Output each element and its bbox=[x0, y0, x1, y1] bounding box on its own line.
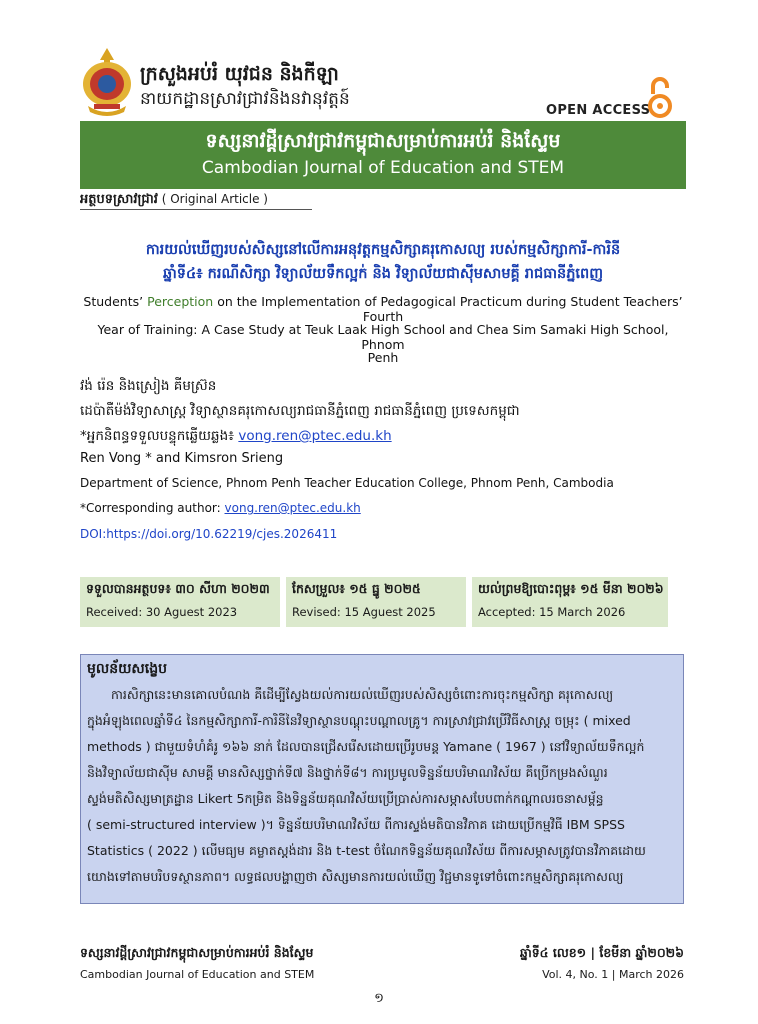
article-type bbox=[80, 191, 268, 210]
page-number: ១ bbox=[374, 991, 384, 1006]
abstract-line: ស្ទង់មតិសិស្សមាត្រដ្ឋាន Likert 5កម្រិត និងទិន្នន័យគុណវិស័យប្រើប្រាស់ការសម្ភាសបែបពាក់កណ្តាលរចនាសម្ព័ន្ធ bbox=[87, 791, 604, 806]
footer-volume-kh: ឆ្នាំទី៤ លេខ១ | ខែមីនា ឆ្នាំ២០២៦ bbox=[519, 945, 684, 960]
article-type-en: ( Original Article ) bbox=[161, 192, 268, 206]
footer-journal-en: Cambodian Journal of Education and STEM bbox=[80, 968, 315, 981]
accepted-cell bbox=[472, 577, 668, 627]
abstract-line: methods ) ជាមួយទំហំគំរូ ១៦៦ នាក់ ដែលបានជ្រើសរើសដោយប្រើរូបមន្ត Yamane ( 1967 ) នៅវិទ្យាល័យទឹកល្អក់ bbox=[87, 739, 645, 754]
ministry-name: ក្រសួងអប់រំ យុវជន និងកីឡា bbox=[140, 63, 339, 85]
abstract-line: ការសិក្សានេះមានគោលបំណង គឺដើម្បីស្វែងយល់ការយល់ឃើញរបស់សិស្សចំពោះការចុះកម្មសិក្សា គរុកោសល្យ bbox=[111, 687, 614, 702]
received-cell bbox=[80, 577, 280, 627]
journal-title-kh: ទស្សនាវដ្តីស្រាវជ្រាវកម្ពុជាសម្រាប់ការអប់រំ និងស្ទែម bbox=[205, 130, 561, 152]
department-name: នាយកដ្ឋានស្រាវជ្រាវនិងនវានុវត្តន៍ bbox=[140, 89, 350, 109]
title-en-line3: Penh bbox=[367, 350, 399, 365]
corresponding-kh-label: *អ្នកនិពន្ធទទួលបន្ទុកឆ្លើយឆ្លង៖ bbox=[80, 428, 235, 444]
corresponding-en-label: *Corresponding author: bbox=[80, 501, 221, 515]
corresponding-email-kh-link[interactable]: vong.ren@ptec.edu.kh bbox=[238, 428, 392, 444]
corresponding-kh bbox=[80, 427, 392, 447]
corresponding-en bbox=[80, 501, 361, 515]
open-access-label: OPEN ACCESS bbox=[546, 103, 651, 118]
affiliation-kh: ដេប៉ាតឺម៉ង់វិទ្យាសាស្ត្រ វិទ្យាស្ថានគរុកោសល្យរាជធានីភ្នំពេញ រាជធានីភ្នំពេញ ប្រទេសកម្ពុជា bbox=[80, 403, 520, 419]
accepted-en: Accepted: 15 March 2026 bbox=[478, 605, 626, 619]
revised-en: Revised: 15 Aguest 2025 bbox=[292, 605, 436, 619]
abstract-line: និងវិទ្យាល័យជាស៊ីម សាមគ្គី មានសិស្សថ្នាក់ទី៧ និងថ្នាក់ទី៨។ ការប្រមូលទិន្នន័យបរិមាណវិស័យ គឺប្រើកម្រងសំណួរ bbox=[87, 765, 608, 780]
dates-table bbox=[80, 577, 668, 627]
corresponding-email-en-link[interactable]: vong.ren@ptec.edu.kh bbox=[224, 501, 361, 515]
authors-kh: វង់ រ៉េន និងស្រៀង គីមស្រ៊ន bbox=[80, 378, 217, 394]
abstract-line: Statistics ( 2022 ) លើមធ្យម គម្លាតស្តង់ដារ និង t-test ចំណែកទិន្នន័យគុណវិស័យ ពីការសម្ភាសត្រូវបានវិភាគដោយ bbox=[87, 843, 646, 858]
journal-banner bbox=[80, 121, 686, 189]
article-type-divider bbox=[80, 209, 312, 210]
revised-kh: កែសម្រួល៖ ១៥ ធ្នូ ២០២៥ bbox=[292, 581, 421, 596]
authors-en: Ren Vong * and Kimsron Srieng bbox=[80, 451, 284, 466]
revised-cell bbox=[286, 577, 466, 627]
footer-journal-kh: ទស្សនាវដ្តីស្រាវជ្រាវកម្ពុជាសម្រាប់ការអប់រំ និងស្ទែម bbox=[80, 945, 314, 960]
doi-link[interactable]: DOI:https://doi.org/10.62219/cjes.2026411 bbox=[80, 527, 338, 541]
title-en-line1 bbox=[80, 294, 686, 324]
received-en: Received: 30 Aguest 2023 bbox=[86, 605, 238, 619]
journal-title-en: Cambodian Journal of Education and STEM bbox=[201, 158, 565, 178]
accepted-kh: យល់ព្រមឱ្យបោះពុម្ព៖ ១៥ មីនា ២០២៦ bbox=[478, 581, 664, 596]
title-kh-line2: ឆ្នាំទី៤៖ ករណីសិក្សា វិទ្យាល័យទឹកល្អក់ និង វិទ្យាល័យជាស៊ីមសាមគ្គី រាជធានីភ្នំពេញ bbox=[162, 266, 604, 282]
ministry-emblem-logo bbox=[80, 46, 134, 118]
affiliation-en: Department of Science, Phnom Penh Teacher Education College, Phnom Penh, Cambodia bbox=[80, 476, 614, 490]
abstract-line: ក្នុងអំឡុងពេលឆ្នាំទី៤ នៃកម្មសិក្សាការី-ការិនីនៃវិទ្យាស្ថានបណ្តុះបណ្តាលគ្រូ។ ការស្រាវជ្រាវប្រើវិធីសាស្ត្រ ចម្រុះ ( mixed bbox=[87, 713, 631, 728]
abstract-line: ( semi-structured interview )។ ទិន្នន័យបរិមាណវិស័យ ពីការស្ទង់មតិបានវិភាគ ដោយប្រើកម្មវិធី IBM SPSS bbox=[87, 817, 625, 832]
abstract-heading: មូលន័យសង្ខេប bbox=[87, 661, 167, 677]
title-en-post: on the Implementation of Pedagogical Practicum during Student Teachers’ Fourth bbox=[217, 294, 683, 324]
title-en-pre: Students’ bbox=[83, 294, 144, 309]
open-access-icon bbox=[646, 76, 674, 120]
title-kh-line1: ការយល់ឃើញរបស់សិស្សនៅលើការអនុវត្តកម្មសិក្សាគរុកោសល្យ របស់កម្មសិក្សាការី-ការិនី bbox=[145, 242, 621, 258]
title-en-highlight: Perception bbox=[147, 294, 214, 309]
abstract-line: យោងទៅតាមបរិបទស្ថានភាព។ លទ្ធផលបង្ហាញថា សិស្សមានការយល់ឃើញ វិជ្ជមានទូទៅចំពោះកម្មសិក្សាគរុកោសល្យ bbox=[87, 869, 624, 884]
title-en-line2: Year of Training: A Case Study at Teuk Laak High School and Chea Sim Samaki High School, Phnom bbox=[97, 322, 669, 352]
article-type-kh: អត្ថបទស្រាវជ្រាវ bbox=[80, 192, 158, 207]
received-kh: ទទួលបានអត្ថបទ៖ ៣០ សីហា ២០២៣ bbox=[86, 581, 270, 596]
footer-volume-en: Vol. 4, No. 1 | March 2026 bbox=[542, 968, 684, 981]
abstract-box bbox=[80, 654, 684, 904]
